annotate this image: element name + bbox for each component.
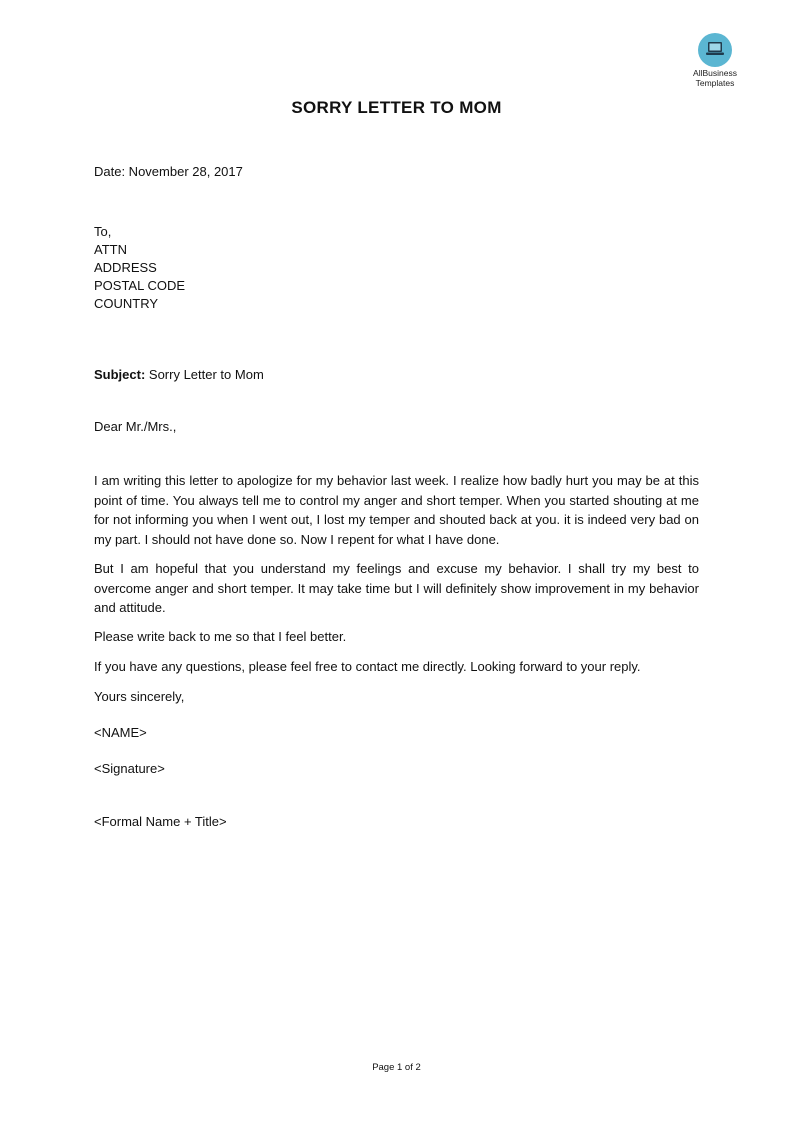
address-to: To, [94, 224, 112, 239]
closing: Yours sincerely, [94, 689, 185, 704]
allbusiness-logo [686, 33, 744, 88]
address-country: COUNTRY [94, 296, 159, 311]
signature-placeholder: <Signature> [94, 761, 165, 776]
formal-name-placeholder: <Formal Name + Title> [94, 814, 227, 829]
laptop-icon [698, 33, 732, 67]
body-paragraph-3: Please write back to me so that I feel better. [94, 629, 347, 644]
body-paragraph-1: I am writing this letter to apologize for my behavior last week. I realize how badly hurt you may be at this point of time. You always tell me to control my anger and short temper. When you started shouting at me for not informing you when I went out, I lost my temper and shouted back at you. it is indeed very bad on my part. I should not have done so. Now I repent for what I have done. [94, 473, 699, 547]
logo-text-line2: Templates [695, 77, 735, 88]
logo-text-line1: AllBusiness [693, 68, 737, 78]
subject-line [94, 367, 264, 382]
page-number: Page 1 of 2 [372, 1062, 421, 1073]
body-paragraph-2: But I am hopeful that you understand my feelings and excuse my behavior. I shall try my best to overcome anger and short temper. It may take time but I will definitely show improvement in my behavior and attitude. [94, 561, 699, 615]
name-placeholder: <NAME> [94, 725, 147, 740]
date-line: Date: November 28, 2017 [94, 164, 243, 179]
body-paragraph-4: If you have any questions, please feel free to contact me directly. Looking forward to your reply. [94, 659, 641, 674]
address-address: ADDRESS [94, 260, 157, 275]
address-postal-code: POSTAL CODE [94, 278, 186, 293]
document-title: SORRY LETTER TO MOM [291, 98, 502, 117]
subject-text: Sorry Letter to Mom [145, 367, 264, 382]
salutation: Dear Mr./Mrs., [94, 419, 177, 434]
subject-label: Subject: [94, 367, 146, 382]
address-attn: ATTN [94, 242, 127, 257]
logo-text [686, 69, 744, 88]
